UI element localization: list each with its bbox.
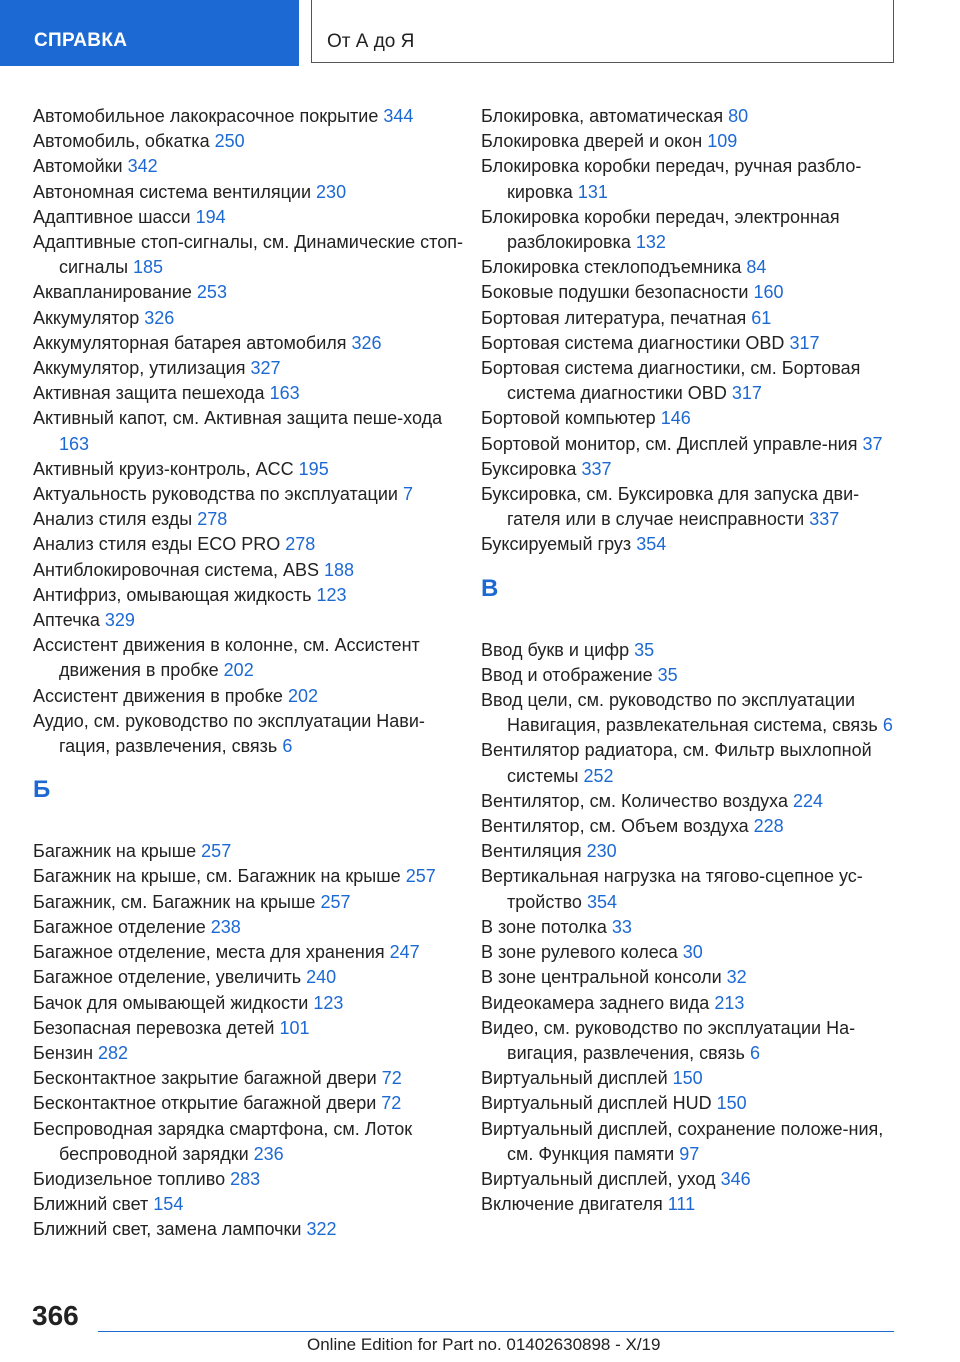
page-link[interactable]: 72 <box>381 1093 402 1114</box>
entry-term: Бортовой компьютер <box>481 408 656 429</box>
index-entry <box>33 356 463 381</box>
index-entry <box>481 864 901 914</box>
entry-term: Блокировка стеклоподъемника <box>481 257 742 278</box>
index-entry <box>481 432 901 457</box>
entry-term: Виртуальный дисплей <box>481 1068 668 1089</box>
page-link[interactable]: 6 <box>749 1042 760 1063</box>
entry-term: Анализ стиля езды ECO PRO <box>33 534 281 555</box>
entry-term: Анализ стиля езды <box>33 509 193 530</box>
index-entry <box>481 1016 901 1066</box>
index-entry <box>33 457 463 482</box>
entry-term: Виртуальный дисплей HUD <box>481 1093 712 1114</box>
entry-term: Блокировка коробки передач, ручная разбло-кировка <box>481 156 862 202</box>
entry-term: Блокировка коробки передач, электронная разблокировка <box>481 206 840 253</box>
index-entry <box>33 1016 463 1041</box>
index-entry <box>33 230 463 280</box>
entry-term: Актуальность руководства по эксплуатации <box>33 484 398 505</box>
page-link[interactable]: 30 <box>682 942 703 963</box>
index-column-right <box>481 104 901 1217</box>
page-link[interactable]: 84 <box>746 257 767 278</box>
entry-term: Антиблокировочная система, ABS <box>33 559 319 580</box>
index-entry <box>33 507 463 532</box>
page-link[interactable]: 354 <box>586 891 617 912</box>
page-link[interactable]: 202 <box>287 685 319 706</box>
index-entry <box>33 482 463 507</box>
entry-term: Активная защита пешехода <box>33 383 265 404</box>
entry-term: В зоне рулевого колеса <box>481 942 678 963</box>
page-link[interactable]: 322 <box>306 1219 337 1240</box>
index-entry <box>33 1167 463 1192</box>
page-link[interactable]: 253 <box>196 282 227 303</box>
index-entry <box>481 965 901 990</box>
page-link[interactable]: 6 <box>282 736 293 757</box>
index-entry <box>481 688 901 738</box>
page-number: 366 <box>32 1300 79 1331</box>
index-entry <box>33 280 463 305</box>
index-entry <box>33 104 463 129</box>
entry-term: Видео, см. руководство по эксплуатации На-вигация, развлечения, связь <box>481 1017 856 1063</box>
page-link[interactable]: 327 <box>250 358 281 379</box>
entry-term: В зоне потолка <box>481 916 607 937</box>
entry-term: Блокировка дверей и окон <box>481 131 703 152</box>
page-link[interactable]: 278 <box>285 534 316 555</box>
entry-term: Ввод и отображение <box>481 664 653 685</box>
index-entry <box>33 1192 463 1217</box>
section-letter: В <box>481 574 499 602</box>
entry-term: Адаптивные стоп-сигналы, см. Динамические стоп-сигналы <box>33 232 463 278</box>
entry-term: Ассистент движения в колонне, см. Ассистент движения в пробке <box>33 635 420 681</box>
entry-term: Автономная система вентиляции <box>33 181 312 202</box>
index-entry <box>481 154 901 204</box>
entry-term: Бензин <box>33 1042 94 1063</box>
entry-term: Бортовая литература, печатная <box>481 307 747 328</box>
entry-term: Бортовой монитор, см. Дисплей управле-ния <box>481 433 858 454</box>
entry-term: Аквапланирование <box>33 282 192 303</box>
section-letter: Б <box>33 776 51 804</box>
index-entry <box>481 104 901 129</box>
entry-term: Вентилятор, см. Объем воздуха <box>481 816 749 837</box>
page-link[interactable]: 101 <box>279 1017 310 1038</box>
index-entry <box>481 1167 901 1192</box>
index-entry <box>481 789 901 814</box>
index-entry <box>33 890 463 915</box>
page-link[interactable]: 317 <box>731 383 762 404</box>
page-link[interactable]: 230 <box>586 841 617 862</box>
index-entry <box>481 1117 901 1167</box>
index-entry <box>481 331 901 356</box>
index-entry <box>481 638 901 663</box>
page-link[interactable]: 80 <box>728 106 749 126</box>
entry-term: Автомойки <box>33 156 123 177</box>
index-entry <box>33 608 463 633</box>
index-entry <box>33 915 463 940</box>
title-tab-label: От А до Я <box>327 31 415 52</box>
index-entry <box>33 406 463 456</box>
page-link[interactable]: 97 <box>679 1143 700 1164</box>
index-entry <box>481 663 901 688</box>
index-entry <box>481 532 901 557</box>
page-link[interactable]: 326 <box>144 307 175 328</box>
index-entry <box>33 709 463 759</box>
index-entry <box>33 331 463 356</box>
page-link[interactable]: 61 <box>751 307 772 328</box>
page-link[interactable]: 282 <box>98 1042 129 1063</box>
entry-term: Вентилятор радиатора, см. Фильтр выхлопной системы <box>481 740 872 786</box>
index-entry <box>33 1217 463 1242</box>
page-link[interactable]: 160 <box>753 282 784 303</box>
entry-term: Активный круиз-контроль, ACC <box>33 458 294 479</box>
index-entry <box>33 129 463 154</box>
page-link[interactable]: 257 <box>405 866 436 887</box>
index-entry <box>33 1091 463 1116</box>
entry-term: Ассистент движения в пробке <box>33 685 283 706</box>
page-link[interactable]: 337 <box>809 509 840 530</box>
page-link[interactable]: 185 <box>133 257 164 278</box>
entry-term: Безопасная перевозка детей <box>33 1017 275 1038</box>
index-entry <box>33 940 463 965</box>
page-link[interactable]: 32 <box>726 967 747 988</box>
entry-term: Вентиляция <box>481 841 582 862</box>
index-entry <box>481 1066 901 1091</box>
page-link[interactable]: 326 <box>351 332 382 353</box>
page-link[interactable]: 150 <box>672 1068 703 1089</box>
index-entry <box>481 129 901 154</box>
page-link[interactable]: 317 <box>789 332 820 353</box>
page-link[interactable]: 202 <box>223 660 254 681</box>
section-tab[interactable] <box>0 0 299 66</box>
entry-term: Бортовая система диагностики, см. Бортовая система диагностики OBD <box>481 358 861 404</box>
page-link[interactable]: 188 <box>324 559 355 580</box>
entry-term: Аккумулятор <box>33 307 140 328</box>
index-entry <box>33 381 463 406</box>
entry-term: Аккумуляторная батарея автомобиля <box>33 332 347 353</box>
entry-term: Багажное отделение, увеличить <box>33 967 302 988</box>
page-link[interactable]: 257 <box>201 841 232 862</box>
page-link[interactable]: 194 <box>195 206 226 227</box>
entry-term: Бачок для омывающей жидкости <box>33 992 309 1013</box>
index-entry <box>481 406 901 431</box>
page-link[interactable]: 6 <box>882 715 893 736</box>
page-link[interactable]: 354 <box>636 534 667 555</box>
page-link[interactable]: 236 <box>253 1143 284 1164</box>
index-entry <box>481 457 901 482</box>
entry-term: Автомобиль, обкатка <box>33 131 210 152</box>
page-link[interactable]: 344 <box>383 106 414 126</box>
entry-term: Буксировка <box>481 458 577 479</box>
index-entry <box>481 482 901 532</box>
page-link[interactable]: 35 <box>634 639 655 660</box>
index-entry <box>33 965 463 990</box>
page-link[interactable]: 238 <box>210 916 241 937</box>
index-entry <box>481 940 901 965</box>
index-entry <box>481 738 901 788</box>
entry-term: Бесконтактное открытие багажной двери <box>33 1093 377 1114</box>
page-link[interactable]: 224 <box>792 790 824 811</box>
entry-term: В зоне центральной консоли <box>481 967 722 988</box>
page-link[interactable]: 329 <box>104 610 135 631</box>
entry-term: Беспроводная зарядка смартфона, см. Лоток беспроводной зарядки <box>33 1118 413 1164</box>
index-entry <box>481 839 901 864</box>
index-entry <box>481 280 901 305</box>
page-link[interactable]: 213 <box>714 992 745 1013</box>
entry-term: Бесконтактное закрытие багажной двери <box>33 1068 377 1089</box>
entry-term: Адаптивное шасси <box>33 206 191 227</box>
page-link[interactable]: 346 <box>720 1168 751 1189</box>
entry-term: Активный капот, см. Активная защита пеше-ходa <box>33 408 443 429</box>
page-link[interactable]: 35 <box>657 664 678 685</box>
index-entry <box>33 154 463 179</box>
entry-term: Ближний свет <box>33 1194 149 1215</box>
page-link[interactable]: 163 <box>269 383 300 404</box>
index-entry <box>33 633 463 683</box>
page-link[interactable]: 230 <box>316 181 347 202</box>
page-link[interactable]: 37 <box>862 433 883 454</box>
page-link[interactable]: 195 <box>298 458 329 479</box>
entry-term: Бортовая система диагностики OBD <box>481 332 785 353</box>
index-entry <box>481 306 901 331</box>
index-entry <box>481 991 901 1016</box>
page-link[interactable]: 72 <box>381 1068 402 1089</box>
entry-term: Видеокамера заднего вида <box>481 992 710 1013</box>
index-entry <box>481 356 901 406</box>
entry-term: Багажное отделение, места для хранения <box>33 942 385 963</box>
page-link[interactable]: 240 <box>306 967 337 988</box>
index-entry <box>33 306 463 331</box>
index-entry <box>33 532 463 557</box>
entry-term: Багажник на крыше <box>33 841 197 862</box>
edition-footer: Online Edition for Part no. 01402630898 - X/19 <box>307 1335 661 1354</box>
index-entry <box>33 180 463 205</box>
entry-term: Вертикальная нагрузка на тягово-сцепное ус-тройство <box>481 866 863 912</box>
index-entry <box>481 205 901 255</box>
page-link[interactable]: 163 <box>59 433 90 454</box>
index-entry <box>481 1091 901 1116</box>
entry-term: Включение двигателя <box>481 1194 663 1215</box>
entry-term: Аккумулятор, утилизация <box>33 358 246 379</box>
index-entry <box>33 558 463 583</box>
entry-term: Блокировка, автоматическая <box>481 106 724 126</box>
page-link[interactable]: 150 <box>716 1093 747 1114</box>
index-entry <box>481 915 901 940</box>
page-link[interactable]: 257 <box>320 891 351 912</box>
index-entry <box>33 1041 463 1066</box>
page-link[interactable]: 132 <box>635 232 666 253</box>
page-link[interactable]: 123 <box>316 584 347 605</box>
entry-term: Аптечка <box>33 610 100 631</box>
footer-divider <box>98 1331 894 1332</box>
entry-term: Багажник, см. Багажник на крыше <box>33 891 316 912</box>
entry-term: Буксировка, см. Буксировка для запуска дви-гателя или в случае неисправности <box>481 484 860 530</box>
section-tab-label: СПРАВКА <box>34 30 128 51</box>
page-link[interactable]: 283 <box>230 1168 261 1189</box>
page-link[interactable]: 228 <box>753 816 784 837</box>
index-entry <box>33 864 463 889</box>
page-link[interactable]: 7 <box>402 484 413 505</box>
entry-term: Биодизельное топливо <box>33 1168 226 1189</box>
page-link[interactable]: 131 <box>577 181 608 202</box>
entry-term: Аудио, см. руководство по эксплуатации Нави-гация, развлечения, связь <box>33 710 425 757</box>
index-entry <box>33 583 463 608</box>
entry-term: Багажное отделение <box>33 916 206 937</box>
index-entry <box>481 1192 901 1217</box>
entry-term: Автомобильное лакокрасочное покрытие <box>33 106 379 126</box>
page-link[interactable]: 146 <box>660 408 691 429</box>
entry-term: Вентилятор, см. Количество воздуха <box>481 790 788 811</box>
entry-term: Антифриз, омывающая жидкость <box>33 584 312 605</box>
entry-term: Ввод букв и цифр <box>481 639 630 660</box>
page-link[interactable]: 154 <box>153 1194 184 1215</box>
page-link[interactable]: 33 <box>611 916 632 937</box>
page-link[interactable]: 278 <box>197 509 228 530</box>
entry-term: Виртуальный дисплей, сохранение положе-ния, см. Функция памяти <box>481 1118 884 1164</box>
page-link[interactable]: 342 <box>127 156 158 177</box>
entry-term: Ввод цели, см. руководство по эксплуатации Навигация, развлекательная система, связь <box>481 690 878 736</box>
page-link[interactable]: 252 <box>583 765 614 786</box>
title-tab[interactable] <box>311 0 894 63</box>
index-entry <box>33 684 463 709</box>
entry-term: Боковые подушки безопасности <box>481 282 749 303</box>
page-link[interactable]: 123 <box>313 992 344 1013</box>
page-link[interactable]: 247 <box>389 942 420 963</box>
page-link[interactable]: 111 <box>667 1194 696 1215</box>
index-column-left <box>33 104 463 1243</box>
index-entry <box>33 991 463 1016</box>
index-entry <box>33 839 463 864</box>
page-link[interactable]: 250 <box>214 131 245 152</box>
entry-term: Багажник на крыше, см. Багажник на крыше <box>33 866 401 887</box>
index-entry <box>33 1066 463 1091</box>
index-entry <box>481 255 901 280</box>
entry-term: Ближний свет, замена лампочки <box>33 1219 302 1240</box>
page-link[interactable]: 337 <box>581 458 612 479</box>
page-link[interactable]: 109 <box>707 131 738 152</box>
index-entry <box>33 1117 463 1167</box>
entry-term: Виртуальный дисплей, уход <box>481 1168 716 1189</box>
entry-term: Буксируемый груз <box>481 534 632 555</box>
index-entry <box>481 814 901 839</box>
index-entry <box>33 205 463 230</box>
